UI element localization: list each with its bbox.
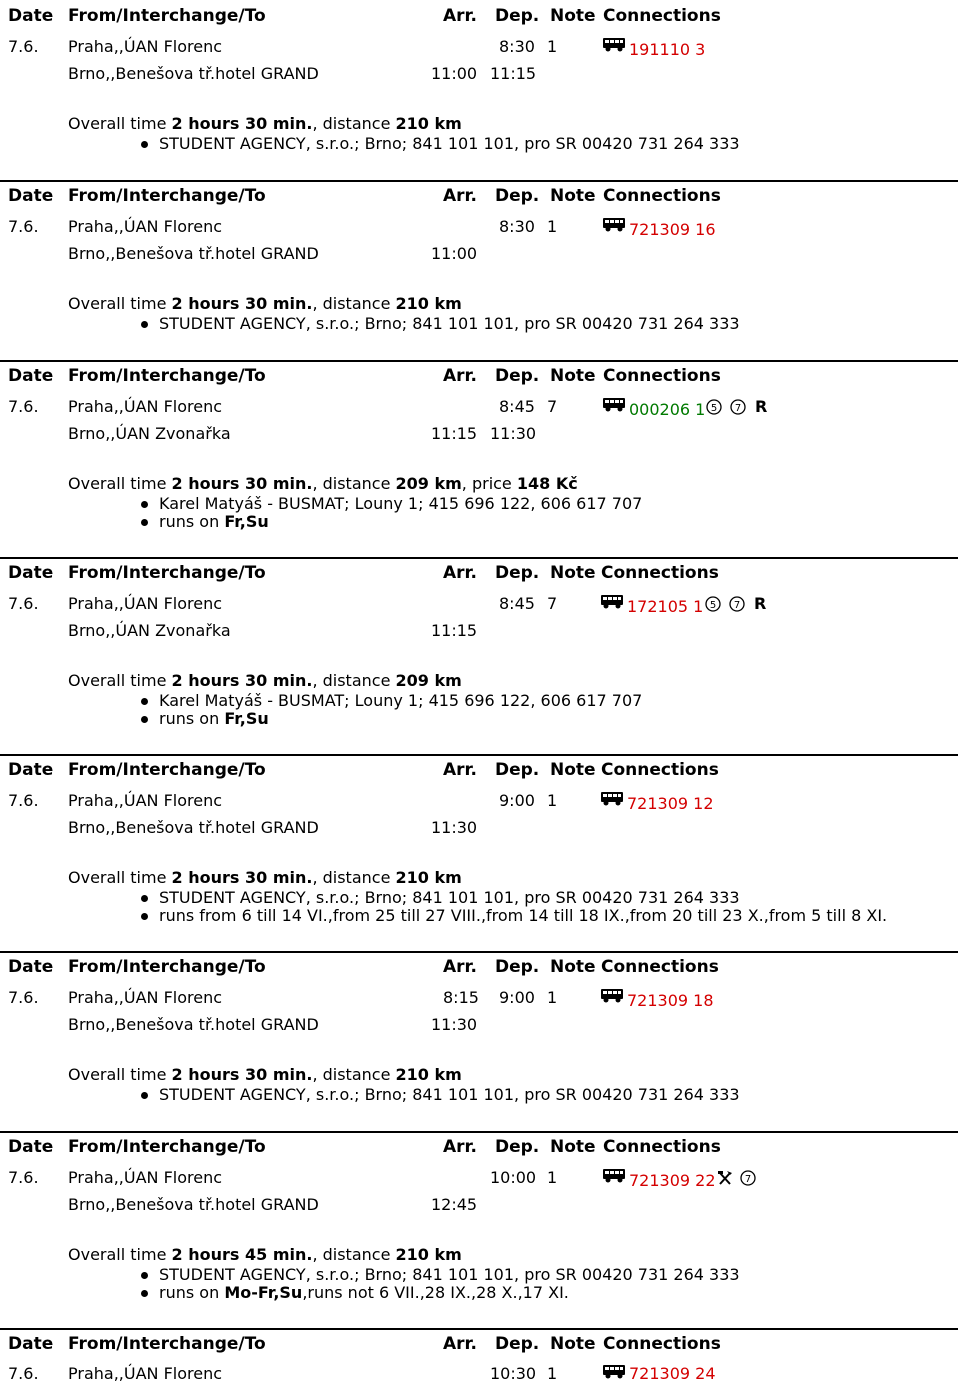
note-value: 7 xyxy=(547,397,558,416)
to-station: Brno,,ÚAN Zvonařka xyxy=(68,621,231,640)
from-station: Praha,,ÚAN Florenc xyxy=(68,37,223,56)
header-note: Note xyxy=(550,957,596,977)
overall-line: Overall time 2 hours 30 min., distance 210 km xyxy=(68,868,462,887)
from-station: Praha,,ÚAN Florenc xyxy=(68,397,223,416)
to-station: Brno,,Benešova tř.hotel GRAND xyxy=(68,244,319,263)
bullet xyxy=(141,895,148,902)
operator-info: STUDENT AGENCY, s.r.o.; Brno; 841 101 101, pro SR 00420 731 264 333 xyxy=(159,134,740,153)
runs-info: runs on Mo-Fr,Su,runs not 6 VII.,28 IX.,28 X.,17 XI. xyxy=(159,1283,569,1302)
header-note: Note xyxy=(550,1334,596,1354)
departure-time: 8:45 xyxy=(499,594,535,613)
bus-icon xyxy=(603,38,625,52)
connection-block xyxy=(0,180,960,360)
departure-time: 10:30 xyxy=(490,1364,537,1383)
overall-line: Overall time 2 hours 30 min., distance 209 km xyxy=(68,671,462,690)
from-station: Praha,,ÚAN Florenc xyxy=(68,594,223,613)
bullet xyxy=(141,519,148,526)
date-cell: 7.6. xyxy=(8,1364,39,1383)
date-cell: 7.6. xyxy=(8,594,39,613)
header-arr: Arr. xyxy=(443,366,477,386)
header-route: From/Interchange/To xyxy=(68,957,266,977)
header-connections: Connections xyxy=(603,6,721,26)
header-dep: Dep. xyxy=(495,186,540,206)
date-cell: 7.6. xyxy=(8,988,39,1007)
bullet xyxy=(141,321,148,328)
header-route: From/Interchange/To xyxy=(68,186,266,206)
from-station: Praha,,ÚAN Florenc xyxy=(68,1168,223,1187)
circled-7-icon xyxy=(729,596,745,612)
svg-text:7: 7 xyxy=(733,600,741,611)
divider xyxy=(0,951,958,953)
departure-time: 11:30 xyxy=(490,424,537,443)
note-value: 1 xyxy=(547,37,558,56)
header-arr: Arr. xyxy=(443,760,477,780)
bus-icon xyxy=(601,595,623,609)
connection-block xyxy=(0,557,960,754)
header-date: Date xyxy=(8,1137,54,1157)
bullet xyxy=(141,698,148,705)
header-date: Date xyxy=(8,563,54,583)
divider xyxy=(0,1328,958,1330)
from-station: Praha,,ÚAN Florenc xyxy=(68,988,223,1007)
overall-line: Overall time 2 hours 30 min., distance 210 km xyxy=(68,1065,462,1084)
connection-block xyxy=(0,754,960,951)
bullet xyxy=(141,1092,148,1099)
header-date: Date xyxy=(8,366,54,386)
connection-link[interactable]: 721309 16 xyxy=(629,220,716,239)
header-date: Date xyxy=(8,186,54,206)
departure-time: 9:00 xyxy=(499,791,535,810)
overall-line: Overall time 2 hours 45 min., distance 210 km xyxy=(68,1245,462,1264)
header-dep: Dep. xyxy=(495,760,540,780)
header-route: From/Interchange/To xyxy=(68,6,266,26)
header-date: Date xyxy=(8,760,54,780)
to-station: Brno,,Benešova tř.hotel GRAND xyxy=(68,1015,319,1034)
connection-block xyxy=(0,1328,960,1384)
overall-line: Overall time 2 hours 30 min., distance 210 km xyxy=(68,294,462,313)
from-station: Praha,,ÚAN Florenc xyxy=(68,1364,223,1383)
header-connections: Connections xyxy=(603,366,721,386)
header-dep: Dep. xyxy=(495,1334,540,1354)
header-connections: Connections xyxy=(603,1334,721,1354)
header-route: From/Interchange/To xyxy=(68,1137,266,1157)
overall-line: Overall time 2 hours 30 min., distance 210 km xyxy=(68,114,462,133)
from-station: Praha,,ÚAN Florenc xyxy=(68,791,223,810)
departure-time: 10:00 xyxy=(490,1168,537,1187)
operator-info: STUDENT AGENCY, s.r.o.; Brno; 841 101 101, pro SR 00420 731 264 333 xyxy=(159,1085,740,1104)
operator-info: STUDENT AGENCY, s.r.o.; Brno; 841 101 101, pro SR 00420 731 264 333 xyxy=(159,314,740,333)
date-cell: 7.6. xyxy=(8,37,39,56)
header-arr: Arr. xyxy=(443,957,477,977)
to-station: Brno,,Benešova tř.hotel GRAND xyxy=(68,64,319,83)
runs-info: runs on Fr,Su xyxy=(159,709,269,728)
bus-icon xyxy=(603,398,625,412)
from-station: Praha,,ÚAN Florenc xyxy=(68,217,223,236)
divider xyxy=(0,754,958,756)
bullet xyxy=(141,1290,148,1297)
connection-link[interactable]: 721309 22 xyxy=(629,1171,716,1190)
arrival-time: 11:15 xyxy=(431,621,478,640)
header-arr: Arr. xyxy=(443,563,477,583)
to-station: Brno,,Benešova tř.hotel GRAND xyxy=(68,818,319,837)
to-station: Brno,,ÚAN Zvonařka xyxy=(68,424,231,443)
header-dep: Dep. xyxy=(495,957,540,977)
bus-icon xyxy=(601,989,623,1003)
header-arr: Arr. xyxy=(443,1334,477,1354)
arrival-time: 8:15 xyxy=(443,988,479,1007)
date-cell: 7.6. xyxy=(8,217,39,236)
reservation-r-icon: R xyxy=(754,594,767,613)
arrival-time: 12:45 xyxy=(431,1195,478,1214)
header-connections: Connections xyxy=(601,563,719,583)
header-date: Date xyxy=(8,957,54,977)
note-value: 1 xyxy=(547,1364,558,1383)
bullet xyxy=(141,141,148,148)
header-dep: Dep. xyxy=(495,366,540,386)
header-arr: Arr. xyxy=(443,1137,477,1157)
header-note: Note xyxy=(550,563,596,583)
header-route: From/Interchange/To xyxy=(68,366,266,386)
header-note: Note xyxy=(550,760,596,780)
date-cell: 7.6. xyxy=(8,791,39,810)
connection-block xyxy=(0,360,960,557)
header-note: Note xyxy=(550,186,596,206)
date-cell: 7.6. xyxy=(8,1168,39,1187)
bus-icon xyxy=(603,218,625,232)
divider xyxy=(0,1131,958,1133)
arrival-time: 11:30 xyxy=(431,1015,478,1034)
arrival-time: 11:00 xyxy=(431,244,478,263)
divider xyxy=(0,180,958,182)
svg-text:5: 5 xyxy=(709,600,717,611)
header-connections: Connections xyxy=(601,760,719,780)
overall-line: Overall time 2 hours 30 min., distance 209 km, price 148 Kč xyxy=(68,474,578,493)
header-dep: Dep. xyxy=(495,563,540,583)
header-note: Note xyxy=(550,6,596,26)
divider xyxy=(0,557,958,559)
operator-info: Karel Matyáš - BUSMAT; Louny 1; 415 696 122, 606 617 707 xyxy=(159,691,643,710)
note-value: 1 xyxy=(547,791,558,810)
circled-7-icon xyxy=(730,399,746,415)
runs-info: runs from 6 till 14 VI.,from 25 till 27 VIII.,from 14 till 18 IX.,from 20 till 23 X.,from 5 till 8 XI. xyxy=(159,906,888,925)
circled-5-icon xyxy=(705,596,721,612)
note-value: 1 xyxy=(547,1168,558,1187)
departure-time: 9:00 xyxy=(499,988,535,1007)
departure-time: 11:15 xyxy=(490,64,537,83)
svg-text:7: 7 xyxy=(734,403,742,414)
reservation-r-icon: R xyxy=(755,397,768,416)
header-connections: Connections xyxy=(603,1137,721,1157)
connection-block xyxy=(0,1131,960,1328)
bus-icon xyxy=(603,1365,625,1379)
header-arr: Arr. xyxy=(443,6,477,26)
bullet xyxy=(141,501,148,508)
header-dep: Dep. xyxy=(495,6,540,26)
to-station: Brno,,Benešova tř.hotel GRAND xyxy=(68,1195,319,1214)
connection-link[interactable]: 721309 24 xyxy=(629,1364,716,1383)
bullet xyxy=(141,1272,148,1279)
operator-info: STUDENT AGENCY, s.r.o.; Brno; 841 101 101, pro SR 00420 731 264 333 xyxy=(159,1265,740,1284)
departure-time: 8:30 xyxy=(499,217,535,236)
bullet xyxy=(141,716,148,723)
header-route: From/Interchange/To xyxy=(68,1334,266,1354)
bus-icon xyxy=(603,1169,625,1183)
note-value: 1 xyxy=(547,217,558,236)
header-dep: Dep. xyxy=(495,1137,540,1157)
operator-info: STUDENT AGENCY, s.r.o.; Brno; 841 101 101, pro SR 00420 731 264 333 xyxy=(159,888,740,907)
operator-info: Karel Matyáš - BUSMAT; Louny 1; 415 696 122, 606 617 707 xyxy=(159,494,643,513)
connection-block xyxy=(0,951,960,1131)
connection-link[interactable]: 000206 1 xyxy=(629,400,706,419)
svg-text:5: 5 xyxy=(710,403,718,414)
departure-time: 8:30 xyxy=(499,37,535,56)
connection-block xyxy=(0,0,960,180)
header-note: Note xyxy=(550,366,596,386)
bullet xyxy=(141,913,148,920)
connection-link[interactable]: 191110 3 xyxy=(629,40,706,59)
header-connections: Connections xyxy=(603,186,721,206)
circled-7-icon xyxy=(740,1170,756,1186)
departure-time: 8:45 xyxy=(499,397,535,416)
svg-text:7: 7 xyxy=(744,1174,752,1185)
connection-link[interactable]: 172105 1 xyxy=(627,597,704,616)
header-date: Date xyxy=(8,1334,54,1354)
runs-info: runs on Fr,Su xyxy=(159,512,269,531)
header-route: From/Interchange/To xyxy=(68,563,266,583)
arrival-time: 11:00 xyxy=(431,64,478,83)
circled-5-icon xyxy=(706,399,722,415)
header-connections: Connections xyxy=(601,957,719,977)
header-arr: Arr. xyxy=(443,186,477,206)
header-note: Note xyxy=(550,1137,596,1157)
arrival-time: 11:30 xyxy=(431,818,478,837)
header-date: Date xyxy=(8,6,54,26)
date-cell: 7.6. xyxy=(8,397,39,416)
bus-icon xyxy=(601,792,623,806)
hammer-pick-icon xyxy=(717,1170,733,1186)
header-route: From/Interchange/To xyxy=(68,760,266,780)
connection-link[interactable]: 721309 18 xyxy=(627,991,714,1010)
note-value: 1 xyxy=(547,988,558,1007)
connection-link[interactable]: 721309 12 xyxy=(627,794,714,813)
divider xyxy=(0,360,958,362)
note-value: 7 xyxy=(547,594,558,613)
arrival-time: 11:15 xyxy=(431,424,478,443)
